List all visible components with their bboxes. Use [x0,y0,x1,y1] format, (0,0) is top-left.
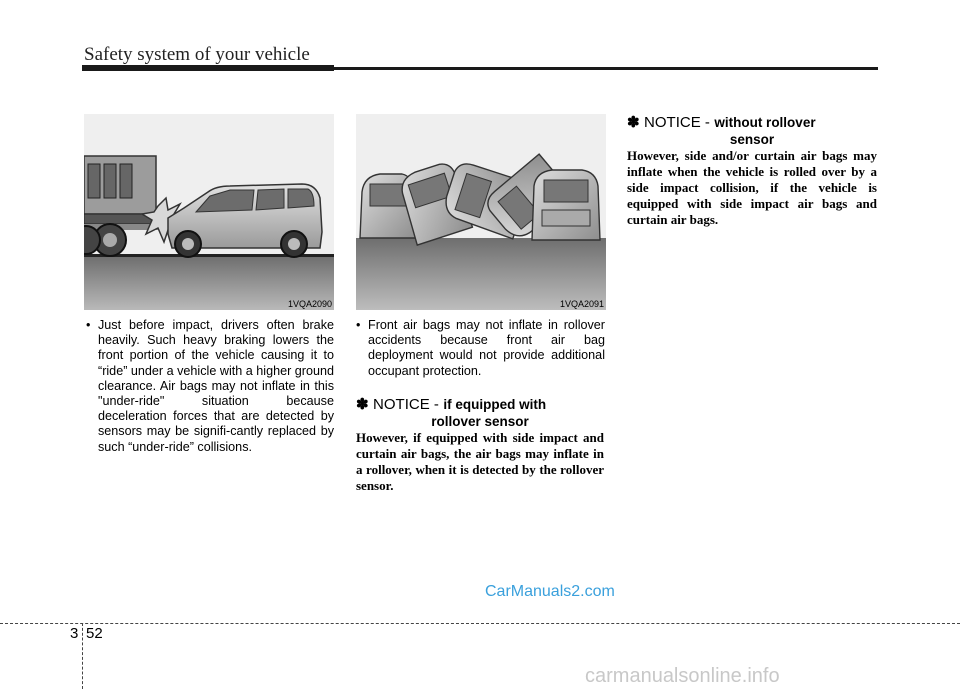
bullet-mark: • [356,318,361,332]
watermark-carmanuals2[interactable]: CarManuals2.com [485,583,615,600]
rollover-illustration [356,114,606,310]
chapter-number: 3 [70,625,79,642]
figure-rollover [356,114,606,310]
notice-subtitle: if equipped with [443,397,547,412]
underride-illustration [84,114,334,310]
figure-code: 1VQA2091 [559,299,604,309]
notice-body-with-sensor: However, if equipped with side impact and curtain air bags, the air bags may inflate in a rollover, when it is detected by the rollover sensor. [356,430,604,493]
notice-heading-with-sensor [356,395,604,429]
notice-body-without-sensor: However, side and/or curtain air bags may inflate when the vehicle is rolled over by a side impact collision, if the vehicle is equipped with side impact air bags and curtain air bags. [627,148,877,227]
footer-rule [0,623,960,624]
page-header-title: Safety system of your vehicle [84,44,310,65]
header-rule-accent [82,65,334,71]
notice-asterisk-icon: ✽ [627,114,640,131]
rollover-bullet [356,318,605,379]
notice-label: NOTICE - [373,396,439,413]
underride-bullet [86,318,334,455]
notice-asterisk-icon: ✽ [356,396,369,413]
figure-code: 1VQA2090 [287,299,332,309]
notice-label: NOTICE - [644,114,710,131]
page-number: 52 [86,625,103,642]
notice-subtitle: without rollover [714,115,816,130]
figure-underride-collision [84,114,334,310]
footer-divider [82,623,83,689]
rollover-bullet-text: Front air bags may not inflate in rollover accidents because front air bag deployment would not provide additional occupant protection. [368,318,605,378]
bullet-mark: • [86,318,91,332]
watermark-carmanualsonline: carmanualsonline.info [585,665,780,687]
notice-subtitle-line2: sensor [729,132,775,147]
underride-bullet-text: Just before impact, drivers often brake heavily. Such heavy braking lowers the front portion of the vehicle causing it to “ride” under a vehicle with a higher ground clearance. Air bags may not inflate in this "under-ride" situation because deceleration forces that are detected by sensors may be signifi-cantly replaced by such “under-ride” collisions. [98,318,334,454]
notice-heading-without-sensor [627,113,877,147]
notice-subtitle-line2: rollover sensor [431,414,529,429]
